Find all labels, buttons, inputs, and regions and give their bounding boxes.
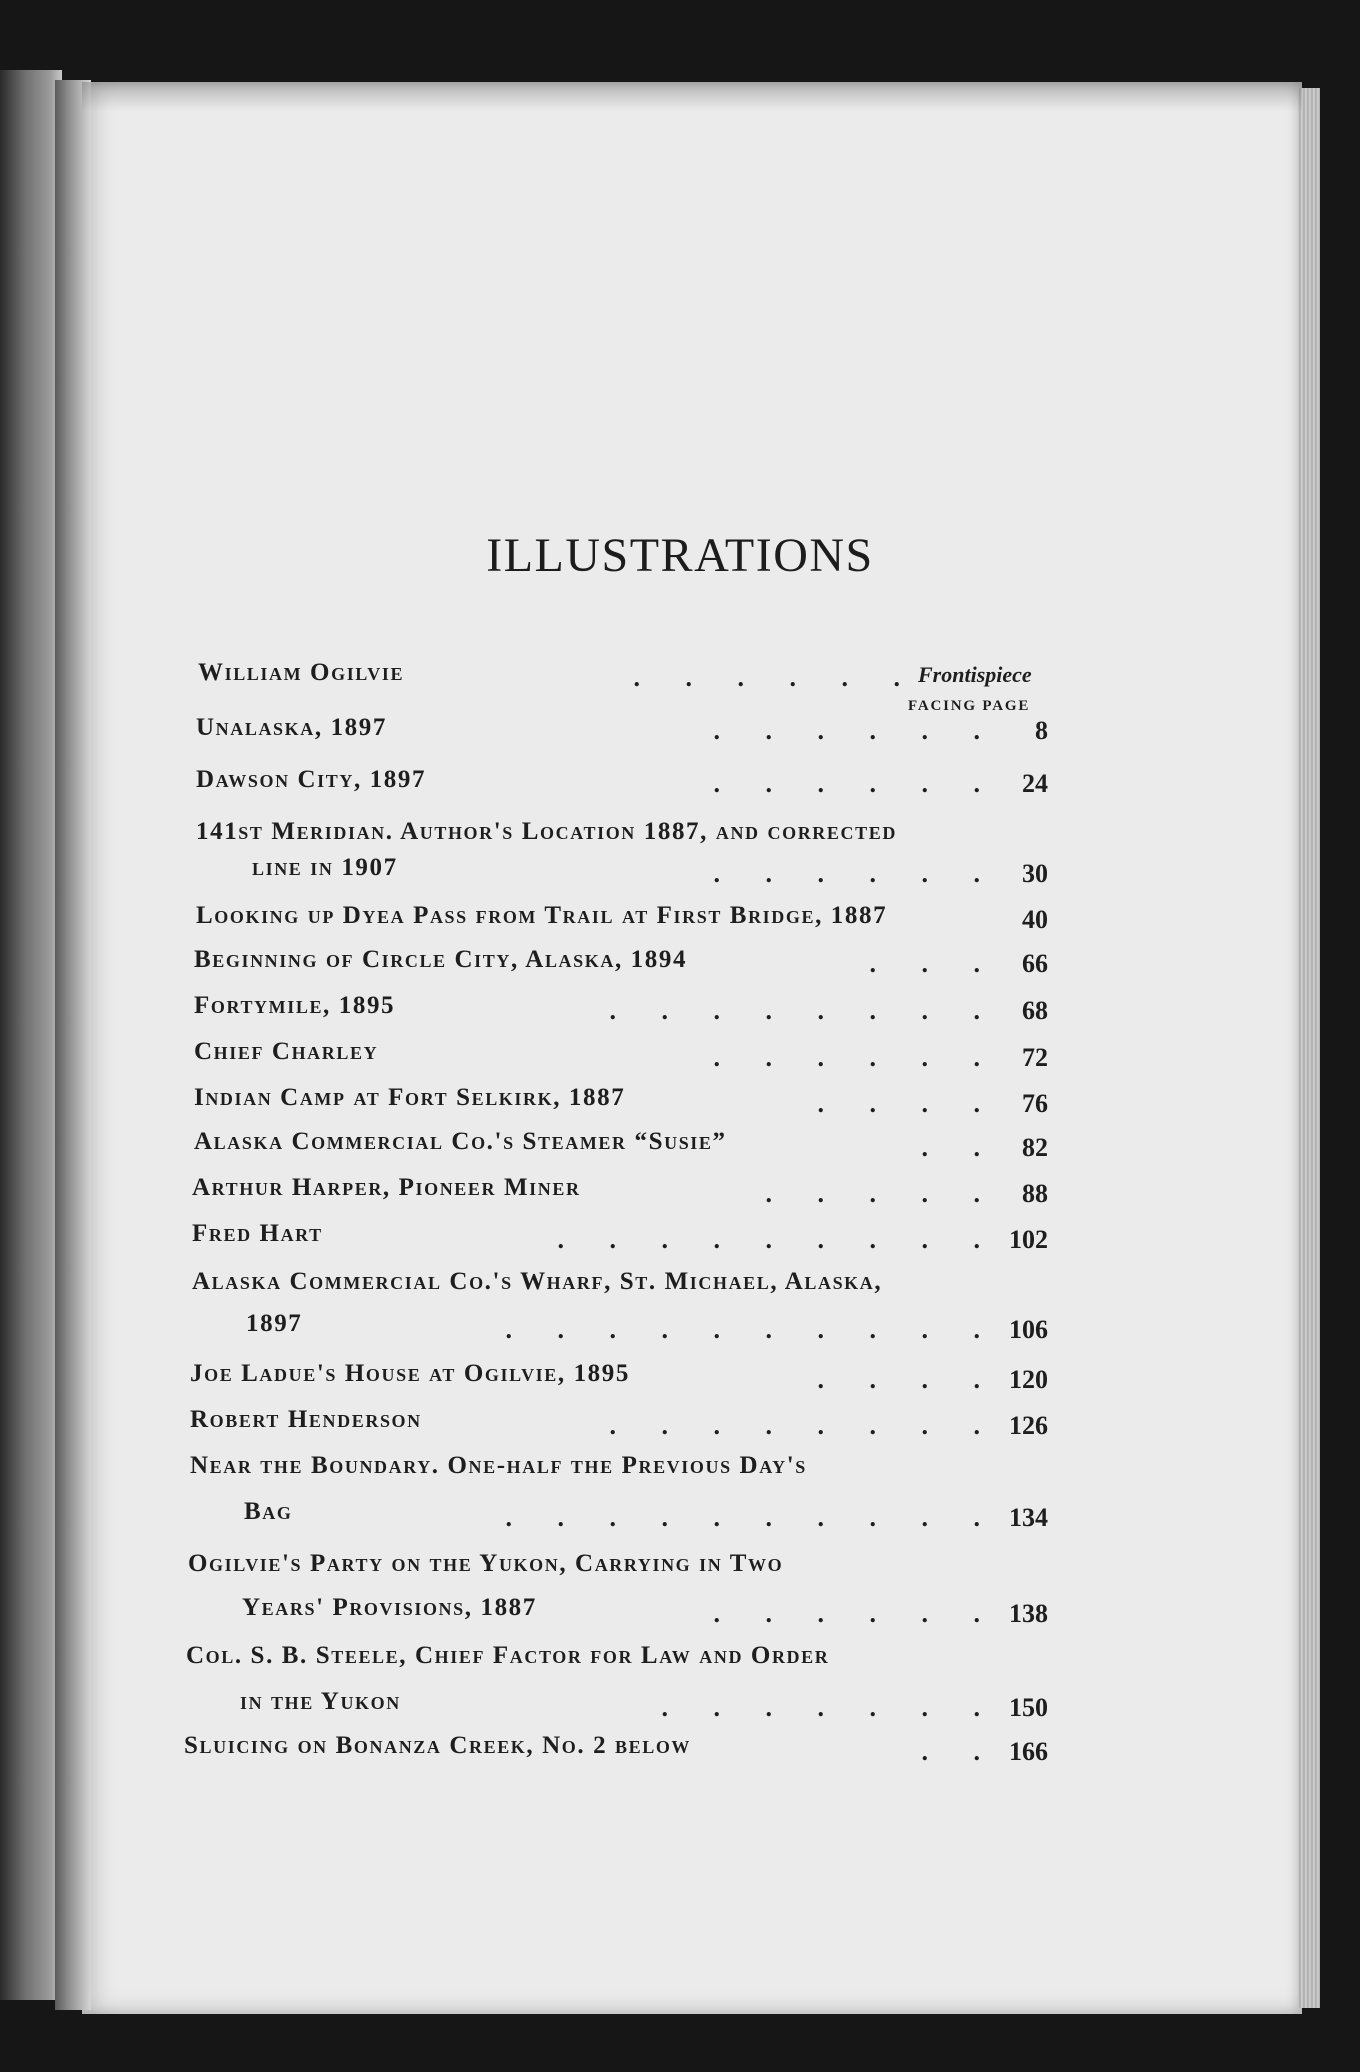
entry-page-number: 82 [1022, 1133, 1048, 1162]
leader-dots: . . [921, 1133, 980, 1162]
entry-page-number: 30 [1022, 859, 1048, 888]
entry-title: Near the Boundary. One-half the Previous Day's [190, 1452, 807, 1479]
entry-title: Chief Charley [194, 1038, 379, 1065]
entry-page-number: 134 [1009, 1503, 1048, 1532]
leader-dots: . . . . . . . . [609, 1411, 980, 1440]
leader-dots: . . . . . [765, 1179, 980, 1208]
facing-page-label: FACING PAGE [908, 698, 1031, 714]
entry-page-number: 102 [1009, 1225, 1048, 1254]
leader-dots: . . . . . . [713, 1043, 980, 1072]
page-title: ILLUSTRATIONS [486, 529, 874, 582]
entry-page-number: 126 [1009, 1411, 1048, 1440]
entry-title: Indian Camp at Fort Selkirk, 1887 [194, 1084, 626, 1111]
entry-page-number: 8 [1035, 716, 1048, 745]
entry-title-continued: in the Yukon [240, 1688, 401, 1715]
entry-title: Unalaska, 1897 [196, 714, 387, 741]
entry-page-number: 106 [1009, 1315, 1048, 1344]
leader-dots: . . . . . . . [661, 1693, 980, 1722]
entry-page-number: 120 [1009, 1365, 1048, 1394]
entry-page-number: 68 [1022, 996, 1048, 1025]
entry-title-continued: 1897 [246, 1310, 303, 1337]
entry-title-continued: Years' Provisions, 1887 [242, 1594, 537, 1621]
leader-dots: . . . . [817, 1089, 980, 1118]
entry-title: William Ogilvie [198, 659, 405, 686]
entry-page-number: 40 [1022, 905, 1048, 934]
entry-title: Fred Hart [192, 1220, 323, 1247]
leader-dots: . . . . . . [713, 859, 980, 888]
entry-title: Alaska Commercial Co.'s Steamer “Susie” [194, 1128, 727, 1155]
entry-page-number: 72 [1022, 1043, 1048, 1072]
entry-title: 141st Meridian. Author's Location 1887, and corrected [196, 818, 897, 845]
entry-page-number: 88 [1022, 1179, 1048, 1208]
leader-dots: . . . . . . [713, 716, 980, 745]
entry-title: Looking up Dyea Pass from Trail at First Bridge, 1887 [196, 902, 888, 929]
entry-title-continued: line in 1907 [252, 854, 398, 881]
entry-title: Ogilvie's Party on the Yukon, Carrying in Two [188, 1550, 784, 1577]
entry-page-number: 66 [1022, 949, 1048, 978]
entry-title: Alaska Commercial Co.'s Wharf, St. Michael, Alaska, [192, 1268, 883, 1295]
entry-title: Fortymile, 1895 [194, 992, 396, 1019]
entry-title: Col. S. B. Steele, Chief Factor for Law and Order [186, 1642, 830, 1669]
leader-dots: . . . . . . . . . . [505, 1315, 980, 1344]
leader-dots: . . . . [817, 1365, 980, 1394]
entry-page-number: 24 [1022, 769, 1048, 798]
leader-dots: . . . . . . . . [609, 996, 980, 1025]
entry-title-continued: Bag [244, 1498, 293, 1525]
entry-page-number: 150 [1009, 1693, 1048, 1722]
leader-dots: . . . . . . [713, 769, 980, 798]
leader-dots: . . . . . . . . . . [505, 1503, 980, 1532]
frontispiece-label: Frontispiece [918, 662, 1032, 687]
entry-title: Arthur Harper, Pioneer Miner [192, 1174, 581, 1201]
entry-title: Joe Ladue's House at Ogilvie, 1895 [190, 1360, 630, 1387]
entry-page-number: 166 [1009, 1737, 1048, 1766]
entry-page-number: 138 [1009, 1599, 1048, 1628]
entry-page-number: 76 [1022, 1089, 1048, 1118]
leader-dots: . . . [869, 949, 980, 978]
leader-dots: . . . . . . . . . [557, 1225, 980, 1254]
entry-title: Robert Henderson [190, 1406, 422, 1433]
leader-dots: . . [921, 1737, 980, 1766]
entry-title: Sluicing on Bonanza Creek, No. 2 below [184, 1732, 692, 1759]
leader-dots: . . . . . . [713, 1599, 980, 1628]
entry-title: Beginning of Circle City, Alaska, 1894 [194, 946, 688, 973]
entry-title: Dawson City, 1897 [196, 766, 427, 793]
leader-dots: . . . . . . [633, 663, 900, 692]
